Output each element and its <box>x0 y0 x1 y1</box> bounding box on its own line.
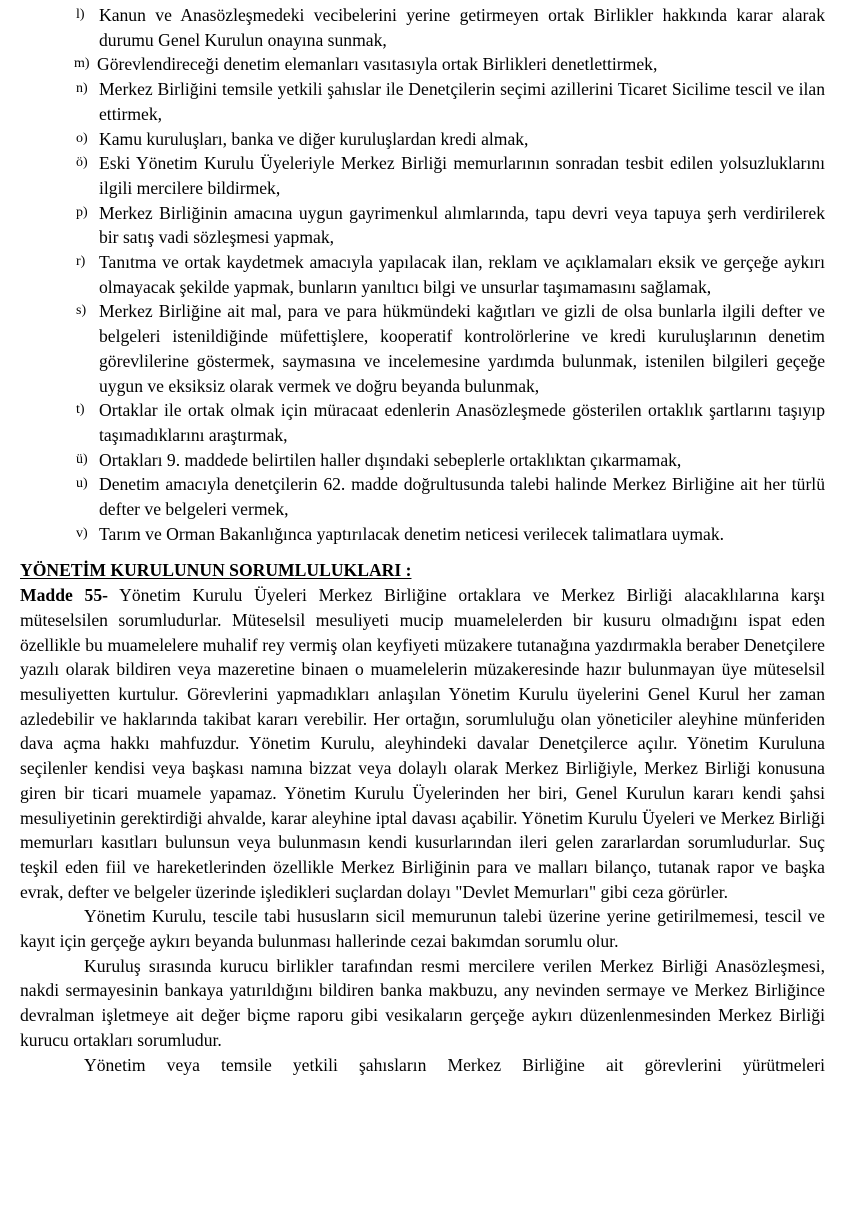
list-marker: v) <box>76 525 88 541</box>
list-marker: p) <box>76 204 88 220</box>
list-item-text: Ortaklar ile ortak olmak için müracaat edenlerin Anasözleşmede gösterilen ortaklık şartlarını taşıyıp taşımadıklarını araştırmak, <box>99 400 825 445</box>
list-item-text: Görevlendireceği denetim elemanları vasıtasıyla ortak Birlikleri denetlettirmek, <box>97 54 658 75</box>
list-item-text: Tarım ve Orman Bakanlığınca yaptırılacak denetim neticesi verilecek talimatlara uymak. <box>99 523 725 544</box>
paragraph-4: Yönetim veya temsile yetkili şahısların Merkez Birliğine ait görevlerini yürütmeleri <box>84 1054 825 1075</box>
list-item-text: Ortakları 9. maddede belirtilen haller dışındaki sebeplerle ortaklıktan çıkarmamak, <box>99 449 682 470</box>
paragraph-4-clip <box>20 1053 825 1079</box>
paragraph-2: Yönetim Kurulu, tescile tabi hususların sicil memurunun talebi üzerine yerine getirilmemesi, tescil ve kayıt için gerçeğe aykırı beyanda bulunması hallerinde cezai bakımdan sorumlu olur. <box>20 906 825 952</box>
list-item <box>20 398 825 447</box>
list-item <box>20 127 825 152</box>
list-marker: r) <box>76 254 86 270</box>
list-marker: ü) <box>76 451 88 467</box>
paragraph-3: Kuruluş sırasında kurucu birlikler tarafından resmi mercilere verilen Merkez Birliği Anasözleşmesi, nakdi sermayesinin bankaya yatırıldığını bildiren banka makbuzu, any nevinden sermaye ve Merkez Birliğince devralman işletmeye ait değer biçme raporu gibi vesikaların gerçeğe aykırı düzenlenmesinden Merkez Birliği kurucu ortakları sorumludur. <box>20 955 825 1050</box>
list-item-text: Merkez Birliğine ait mal, para ve para hükmündeki kağıtları ve gizli de olsa bunlarla ilgili defter ve belgeleri istenildiğinde müfettişlere, kooperatif kontrolörlerine ve kredi kuruluşlarının denetim görevlilerine göstermek, saymasına ve incelemesine yardımda bulunmak, istenilen bilgileri geçeğe uygun ve eksiksiz olarak vermek ve doğru beyanda bulunmak, <box>99 301 825 396</box>
article-paragraph <box>20 583 825 904</box>
article-label: Madde 55- <box>20 585 109 606</box>
list-marker: n) <box>76 81 88 97</box>
list-marker: o) <box>76 130 88 146</box>
article-text: Yönetim Kurulu Üyeleri Merkez Birliğine ortaklara ve Merkez Birliği alacaklılarına karşı müteselsilen sorumludurlar. Müteselsil mesuliyeti mucip muamelelerden bir kusuru olmadığını ispat eden özellikle bu muamelelere muhalif rey vermiş olan keyfiyeti müzakere tutanağına yazdırmakla beraber Denetçilere yazılı olarak bildiren veya mazeretine binaen o muamelelerin müzakeresinde hazır bulunmayan üye müteselsil mesuliyetten kurtulur. Görevlerini yapmadıkları anlaşılan Yönetim Kurulu üyelerini Genel Kurul her zaman azledebilir ve haklarında takibat kararı verebilir. Her ortağın, sorumluluğu olan yöneticiler aleyhine münferiden dava açma hakkı mahfuzdur. Yönetim Kurulu, aleyhindeki davalar Denetçilerce açılır. Yönetim Kuruluna seçilenler kendisi veya başkası namına bizzat veya dolaylı olarak Merkez Birliğiyle, Merkez Birliği konusuna giren bir ticari muamele yapamaz. Yönetim Kurulu Üyelerinden her biri, Genel Kurulun kararı kendi şahsi mesuliyetinin gerektirdiği ahvalde, karar aleyhine iptal davası açabilir. Yönetim Kurulu Üyeleri ve Merkez Birliği memurları kasıtları bulunsun veya bulunmasın kendi kusurlarından ileri gelen zararlardan sorumludurlar. Suç teşkil eden fiil ve hareketlerinden özellikle Merkez Birliğinin para ve malları bilanço, tutanak rapor ve başka evrak, defter ve belgeler üzerinde işledikleri suçlardan dolayı "Devlet Memurları" gibi ceza görürler. <box>20 585 825 902</box>
list-item-text: Eski Yönetim Kurulu Üyeleriyle Merkez Birliği memurlarının sonradan tesbit edilen yolsuzluklarını ilgili mercilere bildirmek, <box>99 153 825 198</box>
list-item <box>20 299 825 398</box>
list-item-text: Merkez Birliğini temsile yetkili şahıslar ile Denetçilerin seçimi azillerini Ticaret Sicilime tescil ve ilan ettirmek, <box>99 79 825 124</box>
list-marker: ö) <box>76 155 88 171</box>
list-item <box>20 201 825 250</box>
list-item-text: Tanıtma ve ortak kaydetmek amacıyla yapılacak ilan, reklam ve açıklamaları eksik ve gerçeğe aykırı olmayacak şekilde yapmak, bunların yanıltıcı bilgi ve unsurlar taşımamasını sağlamak, <box>99 252 825 297</box>
list-item-text: Kamu kuruluşları, banka ve diğer kuruluşlardan kredi almak, <box>99 128 529 149</box>
duties-list <box>20 3 825 546</box>
list-item-text: Kanun ve Anasözleşmedeki vecibelerini yerine getirmeyen ortak Birlikler hakkında karar alarak durumu Genel Kurulun onayına sunmak, <box>99 5 825 50</box>
list-marker: s) <box>76 303 87 319</box>
list-marker: t) <box>76 402 85 418</box>
list-item <box>20 52 825 77</box>
list-item <box>20 472 825 521</box>
list-item-text: Denetim amacıyla denetçilerin 62. madde doğrultusunda talebi halinde Merkez Birliğine ait her türlü defter ve belgeleri vermek, <box>99 474 825 520</box>
list-marker: l) <box>76 7 85 22</box>
list-item <box>20 77 825 126</box>
list-item <box>20 151 825 200</box>
section-heading: YÖNETİM KURULUNUN SORUMLULUKLARI : <box>20 560 412 581</box>
list-item <box>20 448 825 473</box>
list-item-text: Merkez Birliğinin amacına uygun gayrimenkul alımlarında, tapu devri veya tapuya şerh verdirilerek bir satış vadi sözleşmesi yapmak, <box>99 202 825 248</box>
list-item <box>20 3 825 52</box>
list-item <box>20 522 825 547</box>
list-marker: m) <box>74 56 90 72</box>
list-item <box>20 250 825 299</box>
list-marker: u) <box>76 476 88 492</box>
